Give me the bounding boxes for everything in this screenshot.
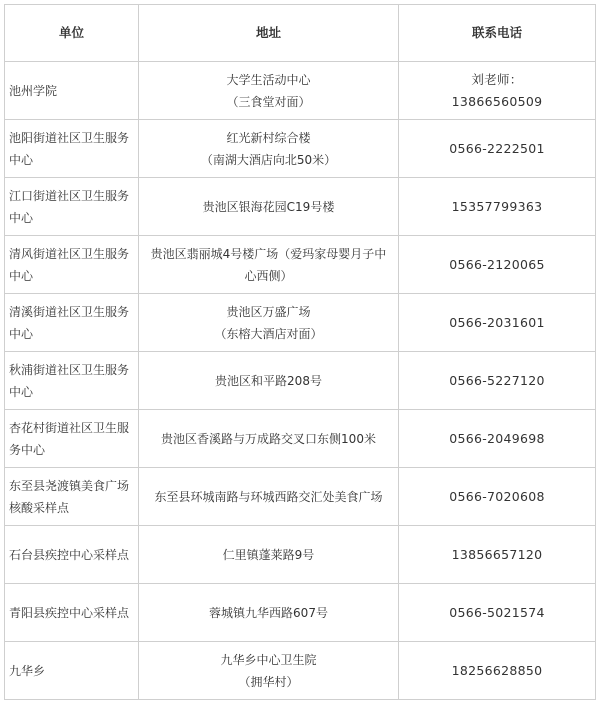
address-cell <box>139 642 399 700</box>
address-line: （三食堂对面） <box>226 94 311 109</box>
address-line: 九华乡中心卫生院 <box>220 652 317 667</box>
unit-cell: 秋浦街道社区卫生服务中心 <box>5 352 139 410</box>
address-cell: 贵池区翡丽城4号楼广场（爱玛家母婴月子中心西侧） <box>139 236 399 294</box>
table-row <box>5 642 596 700</box>
unit-cell: 清溪街道社区卫生服务中心 <box>5 294 139 352</box>
table-row <box>5 410 596 468</box>
phone-cell: 0566-2222501 <box>399 120 596 178</box>
table-row <box>5 584 596 642</box>
address-cell <box>139 62 399 120</box>
header-phone: 联系电话 <box>399 5 596 62</box>
phone-cell: 0566-2049698 <box>399 410 596 468</box>
address-cell: 贵池区银海花园C19号楼 <box>139 178 399 236</box>
address-cell <box>139 120 399 178</box>
phone-cell: 13856657120 <box>399 526 596 584</box>
unit-cell: 石台县疾控中心采样点 <box>5 526 139 584</box>
unit-cell: 江口街道社区卫生服务中心 <box>5 178 139 236</box>
contact-label: 刘老师： <box>471 71 523 87</box>
table-row <box>5 294 596 352</box>
table-row <box>5 468 596 526</box>
unit-cell: 池阳街道社区卫生服务中心 <box>5 120 139 178</box>
unit-cell: 青阳县疾控中心采样点 <box>5 584 139 642</box>
address-line: 红光新村综合楼 <box>226 130 311 145</box>
address-line: （东榕大酒店对面） <box>214 326 323 341</box>
table-row <box>5 178 596 236</box>
phone-cell: 0566-2120065 <box>399 236 596 294</box>
testing-sites-table <box>4 4 596 700</box>
address-line: 贵池区万盛广场 <box>226 304 311 319</box>
address-line: （拥华村） <box>238 674 299 689</box>
address-cell: 东至县环城南路与环城西路交汇处美食广场 <box>139 468 399 526</box>
unit-cell: 清风街道社区卫生服务中心 <box>5 236 139 294</box>
table-row <box>5 526 596 584</box>
phone-cell: 0566-5021574 <box>399 584 596 642</box>
header-row <box>5 5 596 62</box>
phone-cell: 18256628850 <box>399 642 596 700</box>
phone-cell: 0566-7020608 <box>399 468 596 526</box>
address-cell: 仁里镇蓬莱路9号 <box>139 526 399 584</box>
address-cell: 蓉城镇九华西路607号 <box>139 584 399 642</box>
unit-cell: 九华乡 <box>5 642 139 700</box>
address-cell: 贵池区香溪路与万成路交叉口东侧100米 <box>139 410 399 468</box>
address-cell <box>139 294 399 352</box>
phone-cell <box>399 62 596 120</box>
unit-cell: 池州学院 <box>5 62 139 120</box>
address-line: （南湖大酒店向北50米） <box>200 152 337 167</box>
table-row <box>5 352 596 410</box>
phone-cell: 15357799363 <box>399 178 596 236</box>
header-address: 地址 <box>139 5 399 62</box>
phone-cell: 0566-5227120 <box>399 352 596 410</box>
unit-cell: 东至县尧渡镇美食广场核酸采样点 <box>5 468 139 526</box>
address-line: 大学生活动中心 <box>226 72 311 87</box>
phone-cell: 0566-2031601 <box>399 294 596 352</box>
unit-cell: 杏花村街道社区卫生服务中心 <box>5 410 139 468</box>
address-cell: 贵池区和平路208号 <box>139 352 399 410</box>
table-row <box>5 236 596 294</box>
table-row <box>5 62 596 120</box>
phone-number: 13866560509 <box>451 93 543 109</box>
table-row <box>5 120 596 178</box>
header-unit: 单位 <box>5 5 139 62</box>
